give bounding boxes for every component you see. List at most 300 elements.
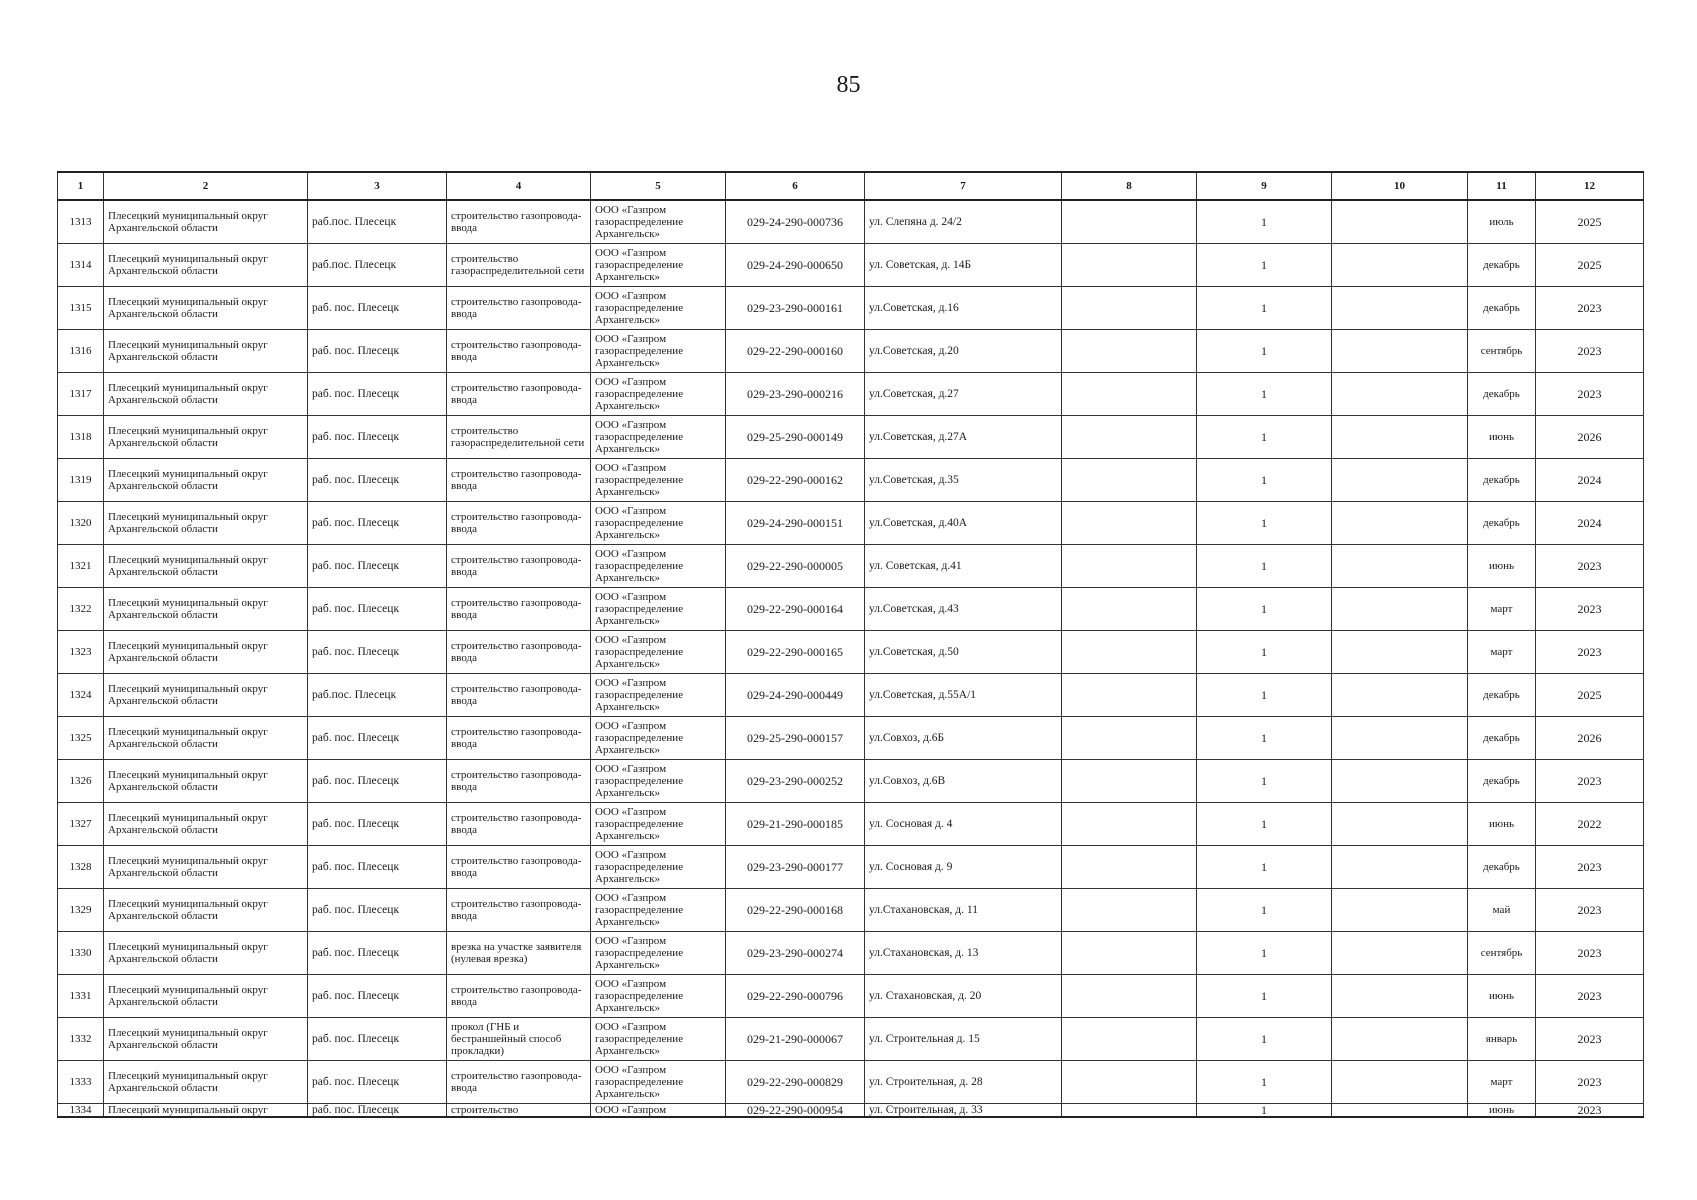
application-code-cell: 029-24-290-000650 <box>726 243 865 286</box>
column-10-cell <box>1332 243 1468 286</box>
row-number-cell: 1322 <box>58 587 104 630</box>
table-row <box>58 845 1644 888</box>
column-8-cell <box>1062 716 1197 759</box>
organization-cell: ООО «Газпром газораспределение Архангельск» <box>591 415 726 458</box>
organization-cell: ООО «Газпром газораспределение Архангельск» <box>591 1017 726 1060</box>
month-cell: декабрь <box>1468 501 1536 544</box>
column-10-cell <box>1332 845 1468 888</box>
row-number-cell: 1314 <box>58 243 104 286</box>
column-header: 6 <box>726 172 865 200</box>
quantity-cell: 1 <box>1197 673 1332 716</box>
table-row <box>58 630 1644 673</box>
month-cell: март <box>1468 587 1536 630</box>
column-10-cell <box>1332 286 1468 329</box>
row-number-cell: 1321 <box>58 544 104 587</box>
application-code-cell: 029-22-290-000164 <box>726 587 865 630</box>
address-cell: ул. Советская, д. 14Б <box>865 243 1062 286</box>
settlement-cell: раб. пос. Плесецк <box>308 415 447 458</box>
column-header: 3 <box>308 172 447 200</box>
quantity-cell: 1 <box>1197 587 1332 630</box>
column-8-cell <box>1062 329 1197 372</box>
quantity-cell: 1 <box>1197 630 1332 673</box>
organization-cell: ООО «Газпром газораспределение Архангельск» <box>591 544 726 587</box>
row-number-cell: 1334 <box>58 1103 104 1117</box>
month-cell: сентябрь <box>1468 329 1536 372</box>
column-10-cell <box>1332 630 1468 673</box>
work-type-cell: строительство газопровода-ввода <box>447 845 591 888</box>
address-cell: ул. Стахановская, д. 20 <box>865 974 1062 1017</box>
application-code-cell: 029-25-290-000157 <box>726 716 865 759</box>
address-cell: ул.Стахановская, д. 11 <box>865 888 1062 931</box>
table-row <box>58 587 1644 630</box>
application-code-cell: 029-23-290-000161 <box>726 286 865 329</box>
row-number-cell: 1320 <box>58 501 104 544</box>
column-10-cell <box>1332 458 1468 501</box>
month-cell: декабрь <box>1468 458 1536 501</box>
settlement-cell: раб. пос. Плесецк <box>308 630 447 673</box>
municipality-cell: Плесецкий муниципальный округ Архангельской области <box>104 200 308 243</box>
address-cell: ул.Советская, д.40А <box>865 501 1062 544</box>
row-number-cell: 1323 <box>58 630 104 673</box>
column-8-cell <box>1062 286 1197 329</box>
row-number-cell: 1331 <box>58 974 104 1017</box>
column-10-cell <box>1332 931 1468 974</box>
column-header: 2 <box>104 172 308 200</box>
organization-cell: ООО «Газпром газораспределение Архангельск» <box>591 888 726 931</box>
row-number-cell: 1326 <box>58 759 104 802</box>
table-row <box>58 1103 1644 1117</box>
quantity-cell: 1 <box>1197 759 1332 802</box>
application-code-cell: 029-21-290-000185 <box>726 802 865 845</box>
column-8-cell <box>1062 931 1197 974</box>
municipality-cell: Плесецкий муниципальный округ Архангельской области <box>104 845 308 888</box>
column-header: 11 <box>1468 172 1536 200</box>
column-10-cell <box>1332 372 1468 415</box>
settlement-cell: раб. пос. Плесецк <box>308 802 447 845</box>
address-cell: ул. Сосновая д. 4 <box>865 802 1062 845</box>
column-10-cell <box>1332 716 1468 759</box>
year-cell: 2023 <box>1536 587 1644 630</box>
month-cell: март <box>1468 630 1536 673</box>
column-10-cell <box>1332 200 1468 243</box>
column-8-cell <box>1062 1103 1197 1117</box>
month-cell: июнь <box>1468 974 1536 1017</box>
application-code-cell: 029-22-290-000168 <box>726 888 865 931</box>
quantity-cell: 1 <box>1197 974 1332 1017</box>
work-type-cell: строительство газопровода-ввода <box>447 888 591 931</box>
municipality-cell: Плесецкий муниципальный округ Архангельской области <box>104 544 308 587</box>
table-row <box>58 372 1644 415</box>
settlement-cell: раб. пос. Плесецк <box>308 458 447 501</box>
year-cell: 2023 <box>1536 286 1644 329</box>
table-row <box>58 415 1644 458</box>
organization-cell: ООО «Газпром газораспределение Архангельск» <box>591 501 726 544</box>
row-number-cell: 1313 <box>58 200 104 243</box>
settlement-cell: раб.пос. Плесецк <box>308 200 447 243</box>
address-cell: ул.Стахановская, д. 13 <box>865 931 1062 974</box>
settlement-cell: раб. пос. Плесецк <box>308 587 447 630</box>
address-cell: ул.Советская, д.27 <box>865 372 1062 415</box>
application-code-cell: 029-22-290-000162 <box>726 458 865 501</box>
month-cell: март <box>1468 1060 1536 1103</box>
row-number-cell: 1324 <box>58 673 104 716</box>
table-header-row <box>58 172 1644 200</box>
row-number-cell: 1327 <box>58 802 104 845</box>
municipality-cell: Плесецкий муниципальный округ Архангельской области <box>104 501 308 544</box>
column-10-cell <box>1332 1060 1468 1103</box>
address-cell: ул. Строительная, д. 33 <box>865 1103 1062 1117</box>
column-8-cell <box>1062 458 1197 501</box>
column-8-cell <box>1062 630 1197 673</box>
application-code-cell: 029-23-290-000274 <box>726 931 865 974</box>
year-cell: 2024 <box>1536 501 1644 544</box>
settlement-cell: раб. пос. Плесецк <box>308 286 447 329</box>
year-cell: 2023 <box>1536 931 1644 974</box>
work-type-cell: строительство <box>447 1103 591 1117</box>
settlement-cell: раб. пос. Плесецк <box>308 544 447 587</box>
organization-cell: ООО «Газпром газораспределение Архангельск» <box>591 243 726 286</box>
table-row <box>58 243 1644 286</box>
settlement-cell: раб. пос. Плесецк <box>308 372 447 415</box>
municipality-cell: Плесецкий муниципальный округ Архангельской области <box>104 286 308 329</box>
work-type-cell: строительство газопровода-ввода <box>447 458 591 501</box>
work-type-cell: строительство газопровода-ввода <box>447 1060 591 1103</box>
organization-cell: ООО «Газпром газораспределение Архангельск» <box>591 1060 726 1103</box>
settlement-cell: раб. пос. Плесецк <box>308 501 447 544</box>
organization-cell: ООО «Газпром газораспределение Архангельск» <box>591 974 726 1017</box>
municipality-cell: Плесецкий муниципальный округ Архангельской области <box>104 759 308 802</box>
address-cell: ул.Совхоз, д.6Б <box>865 716 1062 759</box>
column-8-cell <box>1062 243 1197 286</box>
year-cell: 2024 <box>1536 458 1644 501</box>
month-cell: май <box>1468 888 1536 931</box>
work-type-cell: строительство газопровода-ввода <box>447 974 591 1017</box>
month-cell: июнь <box>1468 415 1536 458</box>
application-code-cell: 029-22-290-000954 <box>726 1103 865 1117</box>
column-8-cell <box>1062 1060 1197 1103</box>
table-row <box>58 200 1644 243</box>
year-cell: 2023 <box>1536 329 1644 372</box>
address-cell: ул.Советская, д.43 <box>865 587 1062 630</box>
quantity-cell: 1 <box>1197 802 1332 845</box>
municipality-cell: Плесецкий муниципальный округ Архангельской области <box>104 329 308 372</box>
year-cell: 2025 <box>1536 200 1644 243</box>
address-cell: ул.Совхоз, д.6В <box>865 759 1062 802</box>
work-type-cell: строительство газораспределительной сети <box>447 415 591 458</box>
work-type-cell: строительство газопровода-ввода <box>447 716 591 759</box>
column-10-cell <box>1332 974 1468 1017</box>
address-cell: ул. Строительная, д. 28 <box>865 1060 1062 1103</box>
month-cell: декабрь <box>1468 286 1536 329</box>
organization-cell: ООО «Газпром газораспределение Архангельск» <box>591 372 726 415</box>
month-cell: декабрь <box>1468 716 1536 759</box>
organization-cell: ООО «Газпром газораспределение Архангельск» <box>591 931 726 974</box>
column-header: 5 <box>591 172 726 200</box>
address-cell: ул.Советская, д.27А <box>865 415 1062 458</box>
quantity-cell: 1 <box>1197 888 1332 931</box>
organization-cell: ООО «Газпром газораспределение Архангельск» <box>591 329 726 372</box>
application-code-cell: 029-22-290-000796 <box>726 974 865 1017</box>
column-10-cell <box>1332 802 1468 845</box>
application-code-cell: 029-23-290-000177 <box>726 845 865 888</box>
table-row <box>58 1060 1644 1103</box>
month-cell: сентябрь <box>1468 931 1536 974</box>
year-cell: 2025 <box>1536 243 1644 286</box>
month-cell: декабрь <box>1468 372 1536 415</box>
municipality-cell: Плесецкий муниципальный округ Архангельской области <box>104 458 308 501</box>
municipality-cell: Плесецкий муниципальный округ Архангельской области <box>104 1060 308 1103</box>
column-10-cell <box>1332 673 1468 716</box>
column-10-cell <box>1332 1017 1468 1060</box>
column-8-cell <box>1062 587 1197 630</box>
work-type-cell: строительство газопровода-ввода <box>447 200 591 243</box>
column-header: 10 <box>1332 172 1468 200</box>
municipality-cell: Плесецкий муниципальный округ Архангельской области <box>104 673 308 716</box>
year-cell: 2026 <box>1536 716 1644 759</box>
quantity-cell: 1 <box>1197 415 1332 458</box>
month-cell: июнь <box>1468 802 1536 845</box>
address-cell: ул.Советская, д.55А/1 <box>865 673 1062 716</box>
work-type-cell: строительство газопровода-ввода <box>447 587 591 630</box>
table-row <box>58 673 1644 716</box>
column-header: 12 <box>1536 172 1644 200</box>
municipality-cell: Плесецкий муниципальный округ Архангельской области <box>104 888 308 931</box>
row-number-cell: 1315 <box>58 286 104 329</box>
column-8-cell <box>1062 372 1197 415</box>
table-row <box>58 286 1644 329</box>
column-10-cell <box>1332 544 1468 587</box>
organization-cell: ООО «Газпром газораспределение Архангельск» <box>591 587 726 630</box>
year-cell: 2023 <box>1536 1060 1644 1103</box>
work-type-cell: строительство газопровода-ввода <box>447 329 591 372</box>
application-code-cell: 029-22-290-000005 <box>726 544 865 587</box>
quantity-cell: 1 <box>1197 329 1332 372</box>
municipality-cell: Плесецкий муниципальный округ Архангельской области <box>104 372 308 415</box>
month-cell: январь <box>1468 1017 1536 1060</box>
application-code-cell: 029-24-290-000736 <box>726 200 865 243</box>
column-8-cell <box>1062 759 1197 802</box>
organization-cell: ООО «Газпром газораспределение Архангельск» <box>591 716 726 759</box>
quantity-cell: 1 <box>1197 372 1332 415</box>
year-cell: 2022 <box>1536 802 1644 845</box>
application-code-cell: 029-23-290-000252 <box>726 759 865 802</box>
year-cell: 2025 <box>1536 673 1644 716</box>
column-8-cell <box>1062 544 1197 587</box>
work-type-cell: строительство газопровода-ввода <box>447 372 591 415</box>
quantity-cell: 1 <box>1197 458 1332 501</box>
row-number-cell: 1328 <box>58 845 104 888</box>
organization-cell: ООО «Газпром газораспределение Архангельск» <box>591 286 726 329</box>
work-type-cell: строительство газопровода-ввода <box>447 544 591 587</box>
row-number-cell: 1333 <box>58 1060 104 1103</box>
row-number-cell: 1330 <box>58 931 104 974</box>
quantity-cell: 1 <box>1197 1060 1332 1103</box>
column-10-cell <box>1332 415 1468 458</box>
quantity-cell: 1 <box>1197 845 1332 888</box>
settlement-cell: раб. пос. Плесецк <box>308 974 447 1017</box>
table-row <box>58 329 1644 372</box>
settlement-cell: раб. пос. Плесецк <box>308 931 447 974</box>
table-row <box>58 544 1644 587</box>
settlement-cell: раб. пос. Плесецк <box>308 1103 447 1117</box>
column-header: 4 <box>447 172 591 200</box>
column-10-cell <box>1332 888 1468 931</box>
row-number-cell: 1317 <box>58 372 104 415</box>
month-cell: июль <box>1468 200 1536 243</box>
work-type-cell: строительство газопровода-ввода <box>447 802 591 845</box>
address-cell: ул.Советская, д.35 <box>865 458 1062 501</box>
row-number-cell: 1318 <box>58 415 104 458</box>
application-code-cell: 029-22-290-000829 <box>726 1060 865 1103</box>
settlement-cell: раб. пос. Плесецк <box>308 759 447 802</box>
application-code-cell: 029-23-290-000216 <box>726 372 865 415</box>
column-10-cell <box>1332 759 1468 802</box>
column-8-cell <box>1062 415 1197 458</box>
column-header: 9 <box>1197 172 1332 200</box>
data-table <box>57 171 1644 1118</box>
settlement-cell: раб. пос. Плесецк <box>308 888 447 931</box>
quantity-cell: 1 <box>1197 716 1332 759</box>
table-body <box>58 200 1644 1117</box>
municipality-cell: Плесецкий муниципальный округ Архангельской области <box>104 243 308 286</box>
address-cell: ул.Советская, д.16 <box>865 286 1062 329</box>
column-header: 7 <box>865 172 1062 200</box>
year-cell: 2023 <box>1536 974 1644 1017</box>
column-8-cell <box>1062 802 1197 845</box>
month-cell: декабрь <box>1468 673 1536 716</box>
quantity-cell: 1 <box>1197 286 1332 329</box>
work-type-cell: врезка на участке заявителя (нулевая врезка) <box>447 931 591 974</box>
month-cell: декабрь <box>1468 243 1536 286</box>
column-8-cell <box>1062 974 1197 1017</box>
settlement-cell: раб.пос. Плесецк <box>308 243 447 286</box>
column-8-cell <box>1062 888 1197 931</box>
quantity-cell: 1 <box>1197 501 1332 544</box>
application-code-cell: 029-22-290-000160 <box>726 329 865 372</box>
municipality-cell: Плесецкий муниципальный округ Архангельской области <box>104 1017 308 1060</box>
municipality-cell: Плесецкий муниципальный округ Архангельской области <box>104 415 308 458</box>
quantity-cell: 1 <box>1197 544 1332 587</box>
municipality-cell: Плесецкий муниципальный округ Архангельской области <box>104 630 308 673</box>
municipality-cell: Плесецкий муниципальный округ Архангельской области <box>104 587 308 630</box>
work-type-cell: строительство газопровода-ввода <box>447 673 591 716</box>
column-10-cell <box>1332 501 1468 544</box>
settlement-cell: раб. пос. Плесецк <box>308 1060 447 1103</box>
column-header: 8 <box>1062 172 1197 200</box>
organization-cell: ООО «Газпром газораспределение Архангельск» <box>591 630 726 673</box>
column-8-cell <box>1062 845 1197 888</box>
organization-cell: ООО «Газпром <box>591 1103 726 1117</box>
application-code-cell: 029-21-290-000067 <box>726 1017 865 1060</box>
address-cell: ул. Сосновая д. 9 <box>865 845 1062 888</box>
month-cell: июнь <box>1468 1103 1536 1117</box>
municipality-cell: Плесецкий муниципальный округ Архангельской области <box>104 974 308 1017</box>
year-cell: 2026 <box>1536 415 1644 458</box>
municipality-cell: Плесецкий муниципальный округ Архангельской области <box>104 716 308 759</box>
column-8-cell <box>1062 1017 1197 1060</box>
address-cell: ул.Советская, д.50 <box>865 630 1062 673</box>
settlement-cell: раб. пос. Плесецк <box>308 845 447 888</box>
address-cell: ул. Советская, д.41 <box>865 544 1062 587</box>
application-code-cell: 029-24-290-000449 <box>726 673 865 716</box>
column-8-cell <box>1062 673 1197 716</box>
address-cell: ул.Советская, д.20 <box>865 329 1062 372</box>
settlement-cell: раб.пос. Плесецк <box>308 673 447 716</box>
year-cell: 2023 <box>1536 759 1644 802</box>
address-cell: ул. Слепяна д. 24/2 <box>865 200 1062 243</box>
work-type-cell: строительство газораспределительной сети <box>447 243 591 286</box>
table-row <box>58 458 1644 501</box>
year-cell: 2023 <box>1536 544 1644 587</box>
year-cell: 2023 <box>1536 1017 1644 1060</box>
table-row <box>58 716 1644 759</box>
year-cell: 2023 <box>1536 630 1644 673</box>
application-code-cell: 029-25-290-000149 <box>726 415 865 458</box>
quantity-cell: 1 <box>1197 1103 1332 1117</box>
organization-cell: ООО «Газпром газораспределение Архангельск» <box>591 845 726 888</box>
quantity-cell: 1 <box>1197 243 1332 286</box>
settlement-cell: раб. пос. Плесецк <box>308 329 447 372</box>
column-8-cell <box>1062 200 1197 243</box>
municipality-cell: Плесецкий муниципальный округ <box>104 1103 308 1117</box>
work-type-cell: строительство газопровода-ввода <box>447 501 591 544</box>
page-number: 85 <box>836 72 861 98</box>
table-row <box>58 888 1644 931</box>
table-row <box>58 931 1644 974</box>
organization-cell: ООО «Газпром газораспределение Архангельск» <box>591 458 726 501</box>
work-type-cell: строительство газопровода-ввода <box>447 759 591 802</box>
month-cell: декабрь <box>1468 759 1536 802</box>
organization-cell: ООО «Газпром газораспределение Архангельск» <box>591 673 726 716</box>
table-row <box>58 1017 1644 1060</box>
row-number-cell: 1329 <box>58 888 104 931</box>
application-code-cell: 029-24-290-000151 <box>726 501 865 544</box>
organization-cell: ООО «Газпром газораспределение Архангельск» <box>591 200 726 243</box>
quantity-cell: 1 <box>1197 1017 1332 1060</box>
month-cell: июнь <box>1468 544 1536 587</box>
table-row <box>58 759 1644 802</box>
row-number-cell: 1319 <box>58 458 104 501</box>
organization-cell: ООО «Газпром газораспределение Архангельск» <box>591 759 726 802</box>
row-number-cell: 1332 <box>58 1017 104 1060</box>
row-number-cell: 1316 <box>58 329 104 372</box>
year-cell: 2023 <box>1536 1103 1644 1117</box>
column-header: 1 <box>58 172 104 200</box>
settlement-cell: раб. пос. Плесецк <box>308 716 447 759</box>
application-code-cell: 029-22-290-000165 <box>726 630 865 673</box>
column-10-cell <box>1332 329 1468 372</box>
settlement-cell: раб. пос. Плесецк <box>308 1017 447 1060</box>
year-cell: 2023 <box>1536 845 1644 888</box>
municipality-cell: Плесецкий муниципальный округ Архангельской области <box>104 931 308 974</box>
work-type-cell: строительство газопровода-ввода <box>447 630 591 673</box>
row-number-cell: 1325 <box>58 716 104 759</box>
work-type-cell: строительство газопровода-ввода <box>447 286 591 329</box>
quantity-cell: 1 <box>1197 200 1332 243</box>
table-row <box>58 501 1644 544</box>
work-type-cell: прокол (ГНБ и бестраншейный способ прокладки) <box>447 1017 591 1060</box>
column-10-cell <box>1332 587 1468 630</box>
table-row <box>58 802 1644 845</box>
municipality-cell: Плесецкий муниципальный округ Архангельской области <box>104 802 308 845</box>
column-10-cell <box>1332 1103 1468 1117</box>
column-8-cell <box>1062 501 1197 544</box>
address-cell: ул. Строительная д. 15 <box>865 1017 1062 1060</box>
quantity-cell: 1 <box>1197 931 1332 974</box>
table-row <box>58 974 1644 1017</box>
year-cell: 2023 <box>1536 888 1644 931</box>
month-cell: декабрь <box>1468 845 1536 888</box>
